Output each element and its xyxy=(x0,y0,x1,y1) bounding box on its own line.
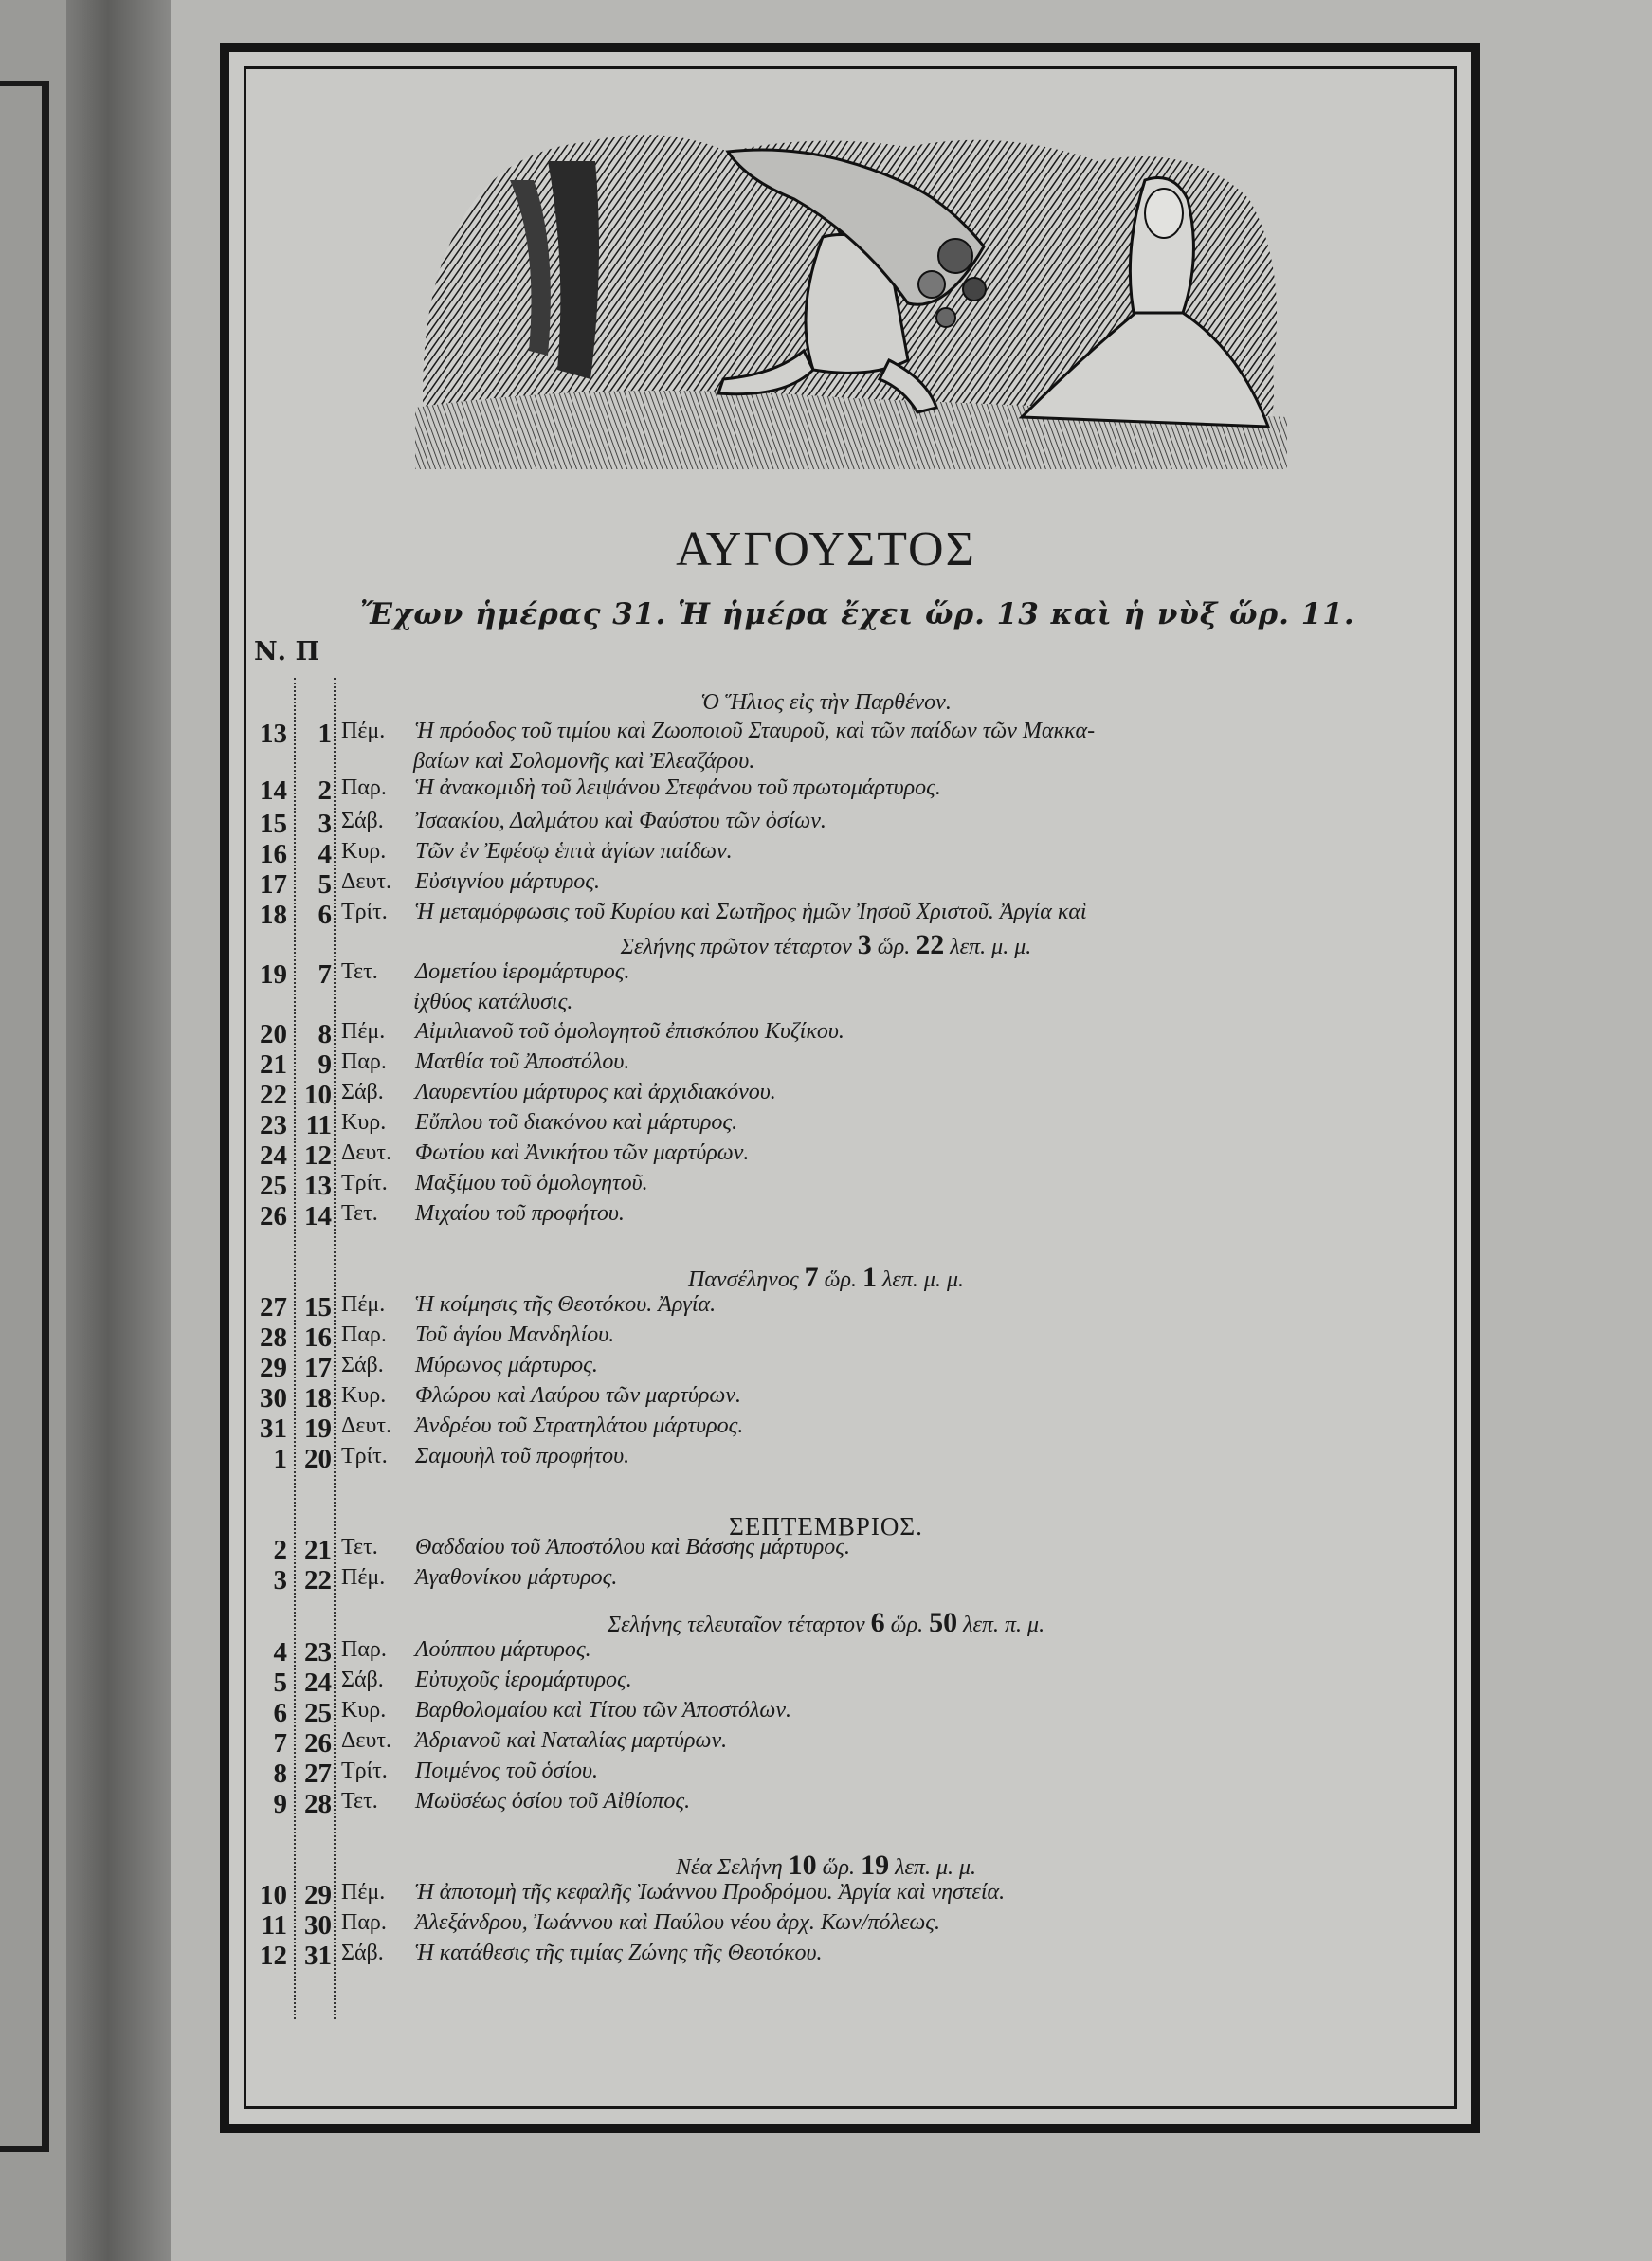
new-style-date: 15 xyxy=(260,809,287,839)
old-style-date: 2 xyxy=(318,775,332,806)
weekday: Τρίτ. xyxy=(341,1444,388,1468)
weekday: Δευτ. xyxy=(341,1728,392,1753)
old-style-date: 18 xyxy=(304,1383,332,1413)
old-style-date: 15 xyxy=(304,1292,332,1322)
feast-text: Μιχαίου τοῦ προφήτου. xyxy=(415,1201,625,1226)
old-style-date: 3 xyxy=(318,809,332,839)
weekday: Παρ. xyxy=(341,775,387,800)
old-style-date: 20 xyxy=(304,1444,332,1474)
facing-page-border xyxy=(0,81,49,2152)
feast-text: Ἀδριανοῦ καὶ Ναταλίας μαρτύρων. xyxy=(415,1728,728,1753)
feast-text: Λαυρεντίου μάρτυρος καὶ ἀρχιδιακόνου. xyxy=(415,1080,776,1104)
new-style-date: 24 xyxy=(260,1140,287,1171)
new-style-date: 26 xyxy=(260,1201,287,1231)
new-style-date: 18 xyxy=(260,900,287,930)
moon-phase-note xyxy=(0,929,1652,961)
feast-text: Ἡ ἀνακομιδὴ τοῦ λειψάνου Στεφάνου τοῦ πρωτομάρτυρος. xyxy=(415,775,941,800)
old-style-date: 6 xyxy=(318,900,332,930)
book-spine xyxy=(66,0,171,2261)
old-style-date: 5 xyxy=(318,869,332,900)
feast-text: Ἡ μεταμόρφωσις τοῦ Κυρίου καὶ Σωτῆρος ἡμῶν Ἰησοῦ Χριστοῦ. Ἀργία καὶ xyxy=(415,900,1087,924)
moon-phase-note xyxy=(0,1262,1652,1294)
feast-text: Ἡ κατάθεσις τῆς τιμίας Ζώνης τῆς Θεοτόκου. xyxy=(415,1941,823,1965)
weekday: Σάβ. xyxy=(341,1941,384,1965)
moon-phase-hour-unit: ὥρ. xyxy=(877,935,911,959)
weekday: Πέμ. xyxy=(341,1019,386,1044)
new-style-date: 7 xyxy=(273,1728,287,1759)
weekday: Τετ. xyxy=(341,1201,378,1226)
feast-text: Ἡ πρόοδος τοῦ τιμίου καὶ Ζωοποιοῦ Σταυροῦ, καὶ τῶν παίδων τῶν Μακκα- xyxy=(415,719,1096,743)
new-style-date: 17 xyxy=(260,869,287,900)
feast-text: Ἡ ἀποτομὴ τῆς κεφαλῆς Ἰωάννου Προδρόμου. Ἀργία καὶ νηστεία. xyxy=(415,1880,1006,1905)
weekday: Σάβ. xyxy=(341,1353,384,1377)
feast-text: Θαδδαίου τοῦ Ἀποστόλου καὶ Βάσσης μάρτυρος. xyxy=(415,1535,851,1559)
column-header: Ν. Π xyxy=(254,637,319,666)
weekday: Τρίτ. xyxy=(341,1759,388,1783)
moon-phase-hour-unit: ὥρ. xyxy=(824,1267,858,1292)
month-title: ΑΥΓΟΥΣΤΟΣ xyxy=(676,522,976,576)
feast-text: Εὔπλου τοῦ διακόνου καὶ μάρτυρος. xyxy=(415,1110,738,1135)
new-style-date: 19 xyxy=(260,959,287,990)
moon-phase-note xyxy=(0,1850,1652,1882)
new-style-date: 21 xyxy=(260,1049,287,1080)
feast-text: Λούππου μάρτυρος. xyxy=(415,1637,591,1662)
weekday: Σάβ. xyxy=(341,1668,384,1692)
new-style-date: 25 xyxy=(260,1171,287,1201)
new-style-date: 20 xyxy=(260,1019,287,1049)
weekday: Κυρ. xyxy=(341,839,387,864)
weekday: Τετ. xyxy=(341,959,378,984)
weekday: Δευτ. xyxy=(341,1140,392,1165)
new-style-date: 14 xyxy=(260,775,287,806)
feast-text-continuation: βαίων καὶ Σολομονῆς καὶ Ἐλεαζάρου. xyxy=(413,749,755,774)
old-style-date: 31 xyxy=(304,1941,332,1971)
old-style-date: 11 xyxy=(305,1110,332,1140)
new-style-date: 1 xyxy=(273,1444,287,1474)
moon-phase-minute-unit: λεπ. μ. μ. xyxy=(950,935,1032,959)
weekday: Τετ. xyxy=(341,1535,378,1559)
moon-phase-note xyxy=(0,1607,1652,1639)
weekday: Παρ. xyxy=(341,1322,387,1347)
feast-text: Δομετίου ἱερομάρτυρος. xyxy=(415,959,630,984)
old-style-date: 8 xyxy=(318,1019,332,1049)
feast-text: Μωϋσέως ὁσίου τοῦ Αἰθίοπος. xyxy=(415,1789,691,1814)
old-style-date: 24 xyxy=(304,1668,332,1698)
old-style-date: 19 xyxy=(304,1413,332,1444)
new-style-date: 29 xyxy=(260,1353,287,1383)
weekday: Πέμ. xyxy=(341,1565,386,1590)
new-style-date: 9 xyxy=(273,1789,287,1819)
feast-text: Φλώρου καὶ Λαύρου τῶν μαρτύρων. xyxy=(415,1383,742,1408)
feast-text: Ἰσαακίου, Δαλμάτου καὶ Φαύστου τῶν ὁσίων. xyxy=(415,809,826,833)
new-style-date: 3 xyxy=(273,1565,287,1595)
moon-phase-minute-unit: λεπ. μ. μ. xyxy=(882,1267,964,1292)
new-style-date: 28 xyxy=(260,1322,287,1353)
weekday: Παρ. xyxy=(341,1910,387,1935)
moon-phase-minute: 1 xyxy=(862,1262,878,1293)
old-style-date: 21 xyxy=(304,1535,332,1565)
moon-phase-hour: 7 xyxy=(804,1262,819,1293)
moon-phase-label: Σελήνης τελευταῖον τέταρτον xyxy=(607,1613,865,1637)
old-style-date: 17 xyxy=(304,1353,332,1383)
old-style-date: 1 xyxy=(318,719,332,749)
feast-text-continuation: ἰχθύος κατάλυσις. xyxy=(413,990,573,1014)
new-style-date: 30 xyxy=(260,1383,287,1413)
weekday: Τρίτ. xyxy=(341,900,388,924)
weekday: Τετ. xyxy=(341,1789,378,1814)
old-style-date: 7 xyxy=(318,959,332,990)
moon-phase-hour: 6 xyxy=(870,1607,885,1638)
section-september: ΣΕΠΤΕΜΒΡΙΟΣ. xyxy=(729,1512,923,1541)
new-style-date: 8 xyxy=(273,1759,287,1789)
feast-text: Ἀλεξάνδρου, Ἰωάννου καὶ Παύλου νέου ἀρχ. Κων/πόλεως. xyxy=(415,1910,941,1935)
old-style-date: 13 xyxy=(304,1171,332,1201)
feast-text: Ποιμένος τοῦ ὁσίου. xyxy=(415,1759,599,1783)
weekday: Σάβ. xyxy=(341,809,384,833)
moon-phase-minute: 19 xyxy=(861,1850,890,1881)
old-style-date: 4 xyxy=(318,839,332,869)
weekday: Κυρ. xyxy=(341,1383,387,1408)
new-style-date: 16 xyxy=(260,839,287,869)
weekday: Κυρ. xyxy=(341,1110,387,1135)
old-style-date: 16 xyxy=(304,1322,332,1353)
weekday: Κυρ. xyxy=(341,1698,387,1723)
feast-text: Σαμουὴλ τοῦ προφήτου. xyxy=(415,1444,630,1468)
moon-phase-minute-unit: λεπ. π. μ. xyxy=(963,1613,1045,1637)
old-style-date: 28 xyxy=(304,1789,332,1819)
weekday: Πέμ. xyxy=(341,1880,386,1905)
feast-text: Ἀγαθονίκου μάρτυρος. xyxy=(415,1565,618,1590)
new-style-date: 11 xyxy=(261,1910,287,1941)
moon-phase-hour: 10 xyxy=(788,1850,817,1881)
moon-phase-hour: 3 xyxy=(857,929,872,960)
new-style-date: 6 xyxy=(273,1698,287,1728)
feast-text: Εὐτυχοῦς ἱερομάρτυρος. xyxy=(415,1668,632,1692)
feast-text: Αἰμιλιανοῦ τοῦ ὁμολογητοῦ ἐπισκόπου Κυζίκου. xyxy=(415,1019,844,1044)
moon-phase-hour-unit: ὥρ. xyxy=(890,1613,924,1637)
old-style-date: 26 xyxy=(304,1728,332,1759)
moon-phase-minute-unit: λεπ. μ. μ. xyxy=(895,1855,977,1880)
engraving-vignette xyxy=(415,123,1287,469)
moon-phase-label: Σελήνης πρῶτον τέταρτον xyxy=(620,935,852,959)
new-style-date: 5 xyxy=(273,1668,287,1698)
old-style-date: 14 xyxy=(304,1201,332,1231)
feast-text: Ἡ κοίμησις τῆς Θεοτόκου. Ἀργία. xyxy=(415,1292,717,1317)
new-style-date: 23 xyxy=(260,1110,287,1140)
old-style-date: 9 xyxy=(318,1049,332,1080)
weekday: Δευτ. xyxy=(341,1413,392,1438)
old-style-date: 23 xyxy=(304,1637,332,1668)
feast-text: Βαρθολομαίου καὶ Τίτου τῶν Ἀποστόλων. xyxy=(415,1698,791,1723)
old-style-date: 27 xyxy=(304,1759,332,1789)
month-subtitle: Ἔχων ἡμέρας 31. Ἡ ἡμέρα ἔχει ὥρ. 13 καὶ ἡ νὺξ ὥρ. 11. xyxy=(360,597,1355,631)
feast-text: Φωτίου καὶ Ἀνικήτου τῶν μαρτύρων. xyxy=(415,1140,750,1165)
new-style-date: 22 xyxy=(260,1080,287,1110)
feast-text: Μύρωνος μάρτυρος. xyxy=(415,1353,598,1377)
moon-phase-label: Νέα Σελήνη xyxy=(675,1855,783,1880)
moon-phase-minute: 50 xyxy=(929,1607,958,1638)
new-style-date: 13 xyxy=(260,719,287,749)
moon-phase-minute: 22 xyxy=(916,929,945,960)
column-divider-2 xyxy=(334,678,336,2019)
new-style-date: 2 xyxy=(273,1535,287,1565)
new-style-date: 4 xyxy=(273,1637,287,1668)
weekday: Δευτ. xyxy=(341,869,392,894)
old-style-date: 12 xyxy=(304,1140,332,1171)
feast-text: Τῶν ἐν Ἐφέσῳ ἑπτὰ ἁγίων παίδων. xyxy=(415,839,733,864)
weekday: Παρ. xyxy=(341,1049,387,1074)
moon-phase-hour-unit: ὥρ. xyxy=(822,1855,856,1880)
feast-text: Μαξίμου τοῦ ὁμολογητοῦ. xyxy=(415,1171,648,1195)
weekday: Πέμ. xyxy=(341,1292,386,1317)
new-style-date: 10 xyxy=(260,1880,287,1910)
feast-text: Ματθία τοῦ Ἀποστόλου. xyxy=(415,1049,630,1074)
feast-text: Ἀνδρέου τοῦ Στρατηλάτου μάρτυρος. xyxy=(415,1413,744,1438)
old-style-date: 10 xyxy=(304,1080,332,1110)
feast-text: Εὐσιγνίου μάρτυρος. xyxy=(415,869,600,894)
new-style-date: 12 xyxy=(260,1941,287,1971)
old-style-date: 22 xyxy=(304,1565,332,1595)
moon-phase-label: Πανσέληνος xyxy=(687,1267,799,1292)
weekday: Τρίτ. xyxy=(341,1171,388,1195)
old-style-date: 25 xyxy=(304,1698,332,1728)
weekday: Πέμ. xyxy=(341,719,386,743)
old-style-date: 30 xyxy=(304,1910,332,1941)
feast-text: Τοῦ ἁγίου Μανδηλίου. xyxy=(415,1322,615,1347)
new-style-date: 31 xyxy=(260,1413,287,1444)
weekday: Παρ. xyxy=(341,1637,387,1662)
old-style-date: 29 xyxy=(304,1880,332,1910)
new-style-date: 27 xyxy=(260,1292,287,1322)
sun-note: Ὁ Ἥλιος εἰς τὴν Παρθένον. xyxy=(700,690,952,715)
weekday: Σάβ. xyxy=(341,1080,384,1104)
